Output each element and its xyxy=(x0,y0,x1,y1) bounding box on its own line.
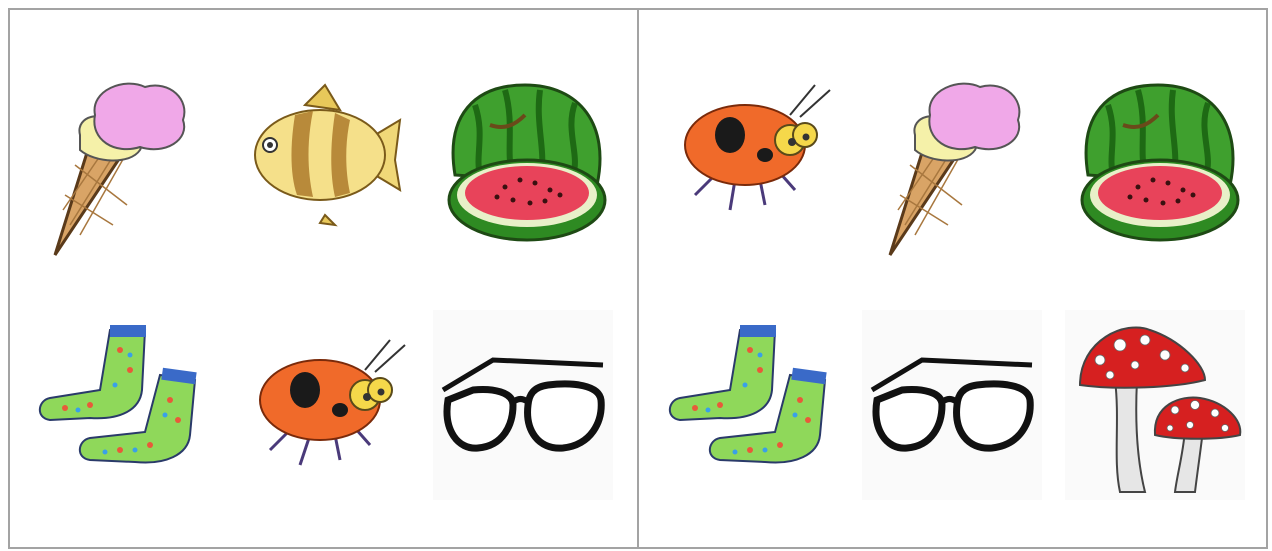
glasses-card[interactable] xyxy=(862,310,1042,500)
socks-icon xyxy=(30,310,210,500)
glasses-icon xyxy=(433,310,613,500)
ice-cream-card[interactable] xyxy=(870,75,1050,265)
socks-icon xyxy=(660,310,840,500)
glasses-card[interactable] xyxy=(433,310,613,500)
ladybug-card[interactable] xyxy=(250,310,430,500)
mushrooms-icon xyxy=(1065,310,1245,500)
ice-cream-card[interactable] xyxy=(35,75,215,265)
watermelon-icon xyxy=(435,75,615,265)
ladybug-icon xyxy=(250,310,430,500)
watermelon-icon xyxy=(1068,75,1248,265)
ladybug-card[interactable] xyxy=(675,75,855,265)
fish-icon xyxy=(235,75,415,265)
fish-card[interactable] xyxy=(235,75,415,265)
watermelon-card[interactable] xyxy=(1068,75,1248,265)
socks-card[interactable] xyxy=(660,310,840,500)
glasses-icon xyxy=(862,310,1042,500)
ice-cream-icon xyxy=(35,75,215,265)
socks-card[interactable] xyxy=(30,310,210,500)
watermelon-card[interactable] xyxy=(435,75,615,265)
ice-cream-icon xyxy=(870,75,1050,265)
mushrooms-card[interactable] xyxy=(1065,310,1245,500)
panel-divider xyxy=(637,8,639,549)
ladybug-icon xyxy=(675,75,855,265)
